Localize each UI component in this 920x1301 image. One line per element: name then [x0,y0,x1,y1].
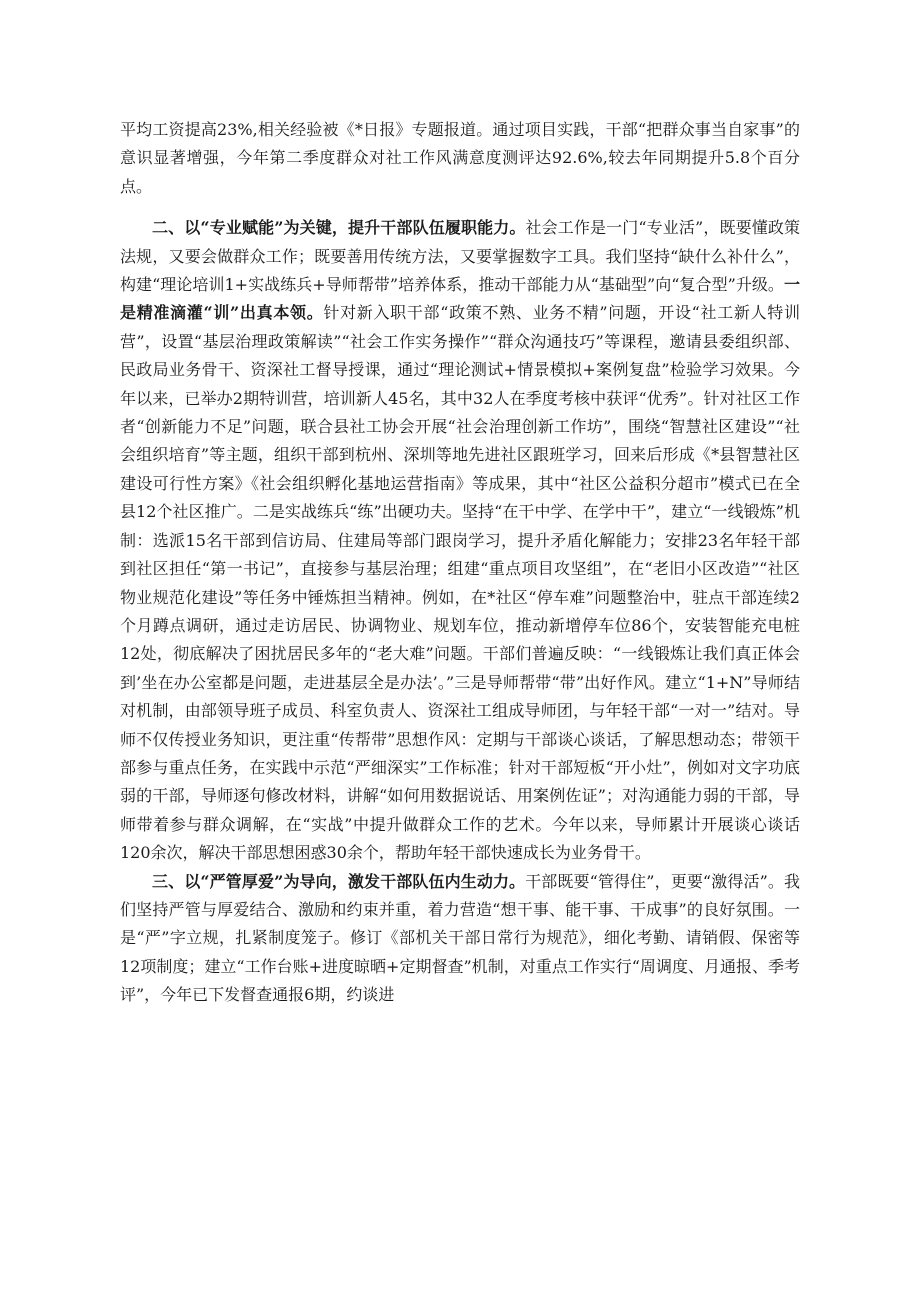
section-two-body: 针对新入职干部“政策不熟、业务不精”问题，开设“社工新人特训营”，设置“基层治理政策解读”“社会工作实务操作”“群众沟通技巧”等课程，邀请县委组织部、民政局业务骨干、资深社工督导授课，通过“理论测试+情景模拟+案例复盘”检验学习效果。今年以来，已举办2期特训营，培训新人45名，其中32人在季度考核中获评“优秀”。针对社区工作者“创新能力不足”问题，联合县社工协会开展“社会治理创新工作坊”，围绕“智慧社区建设”“社会组织培育”等主题，组织干部到杭州、深圳等地先进社区跟班学习，回来后形成《*县智慧社区建设可行性方案》《社会组织孵化基地运营指南》等成果，其中“社区公益积分超市”模式已在全县12个社区推广。二是实战练兵“练”出硬功夫。坚持“在干中学、在学中干”，建立“一线锻炼”机制：选派15名干部到信访局、住建局等部门跟岗学习，提升矛盾化解能力；安排23名年轻干部到社区担任“第一书记”，直接参与基层治理；组建“重点项目攻坚组”，在“老旧小区改造”“社区物业规范化建设”等任务中锤炼担当精神。例如，在*社区“停车难”问题整治中，驻点干部连续2个月蹲点调研，通过走访居民、协调物业、规划车位，推动新增停车位86个，安装智能充电桩12处，彻底解决了困扰居民多年的“老大难”问题。干部们普遍反映：“一线锻炼让我们真正体会到’坐在办公室都是问题，走进基层全是办法’。”三是导师帮带“带”出好作风。建立“1+N”导师结对机制，由部领导班子成员、科室负责人、资深社工组成导师团，与年轻干部“一对一”结对。导师不仅传授业务知识，更注重“传帮带”思想作风：定期与干部谈心谈话，了解思想动态；带领干部参与重点任务，在实践中示范“严细深实”工作标准；针对干部短板“开小灶”，例如对文字功底弱的干部，导师逐句修改材料，讲解“如何用数据说话、用案例佐证”；对沟通能力弱的干部，导师带着参与群众调解，在“实战”中提升做群众工作的艺术。今年以来，导师累计开展谈心谈话120余次，解决干部思想困惑30余个，帮助年轻干部快速成长为业务骨干。 [120,303,800,863]
section-two-subheading-one: 一是精准滴灌“训”出真本领。 [120,275,800,323]
document-page [120,116,800,1010]
paragraph-section-two [120,214,800,867]
section-three-heading: 三、以“严管厚爱”为导向，激发干部队伍内生动力。 [152,871,526,891]
section-three-body: 干部既要“管得住”，更要“激得活”。我们坚持严管与厚爱结合、激励和约束并重，着力营造“想干事、能干事、干成事”的良好氛围。一是“严”字立规，扎紧制度笼子。修订《部机关干部日常行为规范》，细化考勤、请销假、保密等12项制度；建立“工作台账+进度晾晒+定期督查”机制，对重点工作实行“周调度、月通报、季考评”，今年已下发督查通报6期，约谈进 [120,871,800,1005]
paragraph-continuation: 平均工资提高23%,相关经验被《*日报》专题报道。通过项目实践，干部“把群众事当自家事”的意识显著增强，今年第二季度群众对社工作风满意度测评达92.6%,较去年同期提升5.8个百分点。 [120,120,800,196]
section-two-heading: 二、以“专业赋能”为关键，提升干部队伍履职能力。 [152,218,526,238]
paragraph-section-three [120,868,800,1010]
section-two-intro: 社会工作是一门“专业活”，既要懂政策法规，又要会做群众工作；既要善用传统方法，又要掌握数字工具。我们坚持“缺什么补什么”，构建“理论培训1+实战练兵+导师帮带”培养体系，推动干部能力从“基础型”向“复合型”升级。 [120,218,800,295]
